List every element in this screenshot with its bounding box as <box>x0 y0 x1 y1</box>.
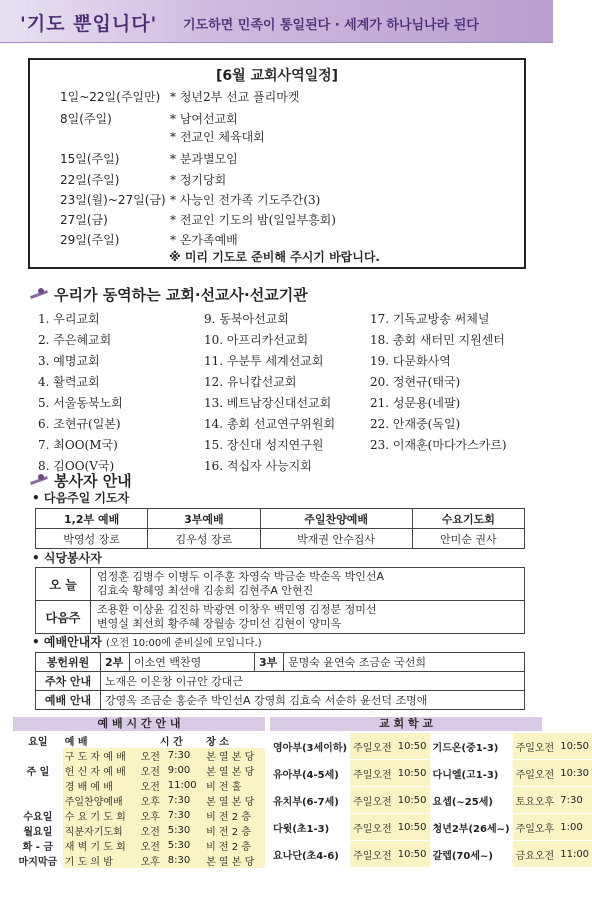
school-day: 주일오후 <box>513 814 558 841</box>
worship-time: 7:30 <box>166 748 204 763</box>
ministry-item: 8. 김OO(V국) <box>38 459 115 473</box>
prayer-name: 안미순 권사 <box>412 529 524 549</box>
school-time: 10:50 <box>557 733 592 760</box>
table-header-row <box>13 733 265 748</box>
school-time: 10:50 <box>395 814 430 841</box>
worship-ampm: 오후 <box>139 853 166 868</box>
school-class: 영아부(3세이하) <box>270 733 350 760</box>
ministry-item: 2. 주은혜교회 <box>38 333 112 347</box>
ministry-item: 9. 동북아선교회 <box>204 312 289 326</box>
ministry-item: 1. 우리교회 <box>38 312 100 326</box>
school-day: 주일오전 <box>350 841 395 868</box>
worship-time: 11:00 <box>166 778 204 793</box>
schedule-date: 1일~22일(주일만) <box>60 90 161 104</box>
table-row <box>270 733 592 760</box>
schedule-event: * 전교인 기도의 밤(일일부흥회) <box>170 213 336 227</box>
school-time: 10:50 <box>395 841 430 868</box>
schedule-event: * 사능인 전가족 기도주간(3) <box>170 193 321 207</box>
worship-day: 마지막금 <box>18 857 58 868</box>
schedule-event: * 전교인 체육대회 <box>170 130 265 144</box>
table-row <box>13 748 265 763</box>
ministry-item: 11. 우분투 세계선교회 <box>204 354 324 368</box>
prayer-table <box>35 508 525 549</box>
ministry-item: 7. 최OO(M국) <box>38 438 118 452</box>
worship-name: 새 벽 기 도 회 <box>63 838 139 853</box>
school-time: 10:50 <box>395 787 430 814</box>
table-row <box>36 601 525 634</box>
cafe-today-names <box>91 568 525 601</box>
ministry-item: 3. 예명교회 <box>38 354 100 368</box>
volunteer-title: 봉사자 안내 <box>54 472 132 490</box>
table-row <box>270 841 592 868</box>
usher-tag: 3부 <box>254 653 283 672</box>
worship-ampm: 오전 <box>139 748 166 763</box>
worship-header: 시 간 <box>159 737 183 748</box>
school-class: 다윗(초1-3) <box>270 814 350 841</box>
schedule-date: 15일(주일) <box>60 152 120 166</box>
schedule-title: [6월 교회사역일정] <box>215 68 339 84</box>
school-class: 유치부(6-7세) <box>270 787 350 814</box>
ministry-item: 12. 유니캅선교회 <box>204 375 297 389</box>
prayer-name: 김우성 장로 <box>148 529 260 549</box>
table-row <box>13 763 265 778</box>
schedule-date: 8일(주일) <box>60 112 112 126</box>
worship-ampm: 오후 <box>139 793 166 808</box>
banner-title: '기도 뿐입니다' <box>20 13 158 35</box>
table-row <box>36 568 525 601</box>
school-day: 금요오전 <box>513 841 558 868</box>
cafe-names-line: 김효숙 황혜영 최선애 김송희 김현주A 안현진 <box>97 584 314 597</box>
worship-name: 기 도 의 밤 <box>63 853 139 868</box>
prayer-header: 1,2부 예배 <box>36 509 148 529</box>
school-title: 교 회 학 교 <box>270 717 542 731</box>
prayer-label: • 다음주일 기도자 <box>32 491 130 505</box>
worship-place: 비 전 2 층 <box>204 823 265 838</box>
school-table <box>270 733 592 868</box>
table-row <box>270 814 592 841</box>
schedule-event: * 남여선교회 <box>170 112 238 126</box>
worship-header: 장 소 <box>206 737 229 748</box>
worship-name: 경 배 예 배 <box>63 778 139 793</box>
usher-row-label: 주차 안내 <box>36 672 101 691</box>
ministry-item: 6. 조현규(일본) <box>38 417 121 431</box>
ministry-item: 14. 총회 선교연구위원회 <box>204 417 336 431</box>
ministry-item: 13. 베트남장신대선교회 <box>204 396 332 410</box>
school-time: 7:30 <box>557 787 592 814</box>
school-time: 10:50 <box>395 733 430 760</box>
worship-time: 9:00 <box>166 763 204 778</box>
dove-icon <box>30 474 50 486</box>
usher-names: 노재은 이은창 이규안 강대근 <box>101 672 525 691</box>
table-row <box>13 808 265 823</box>
table-row <box>13 823 265 838</box>
worship-time: 7:30 <box>166 793 204 808</box>
ministry-item: 5. 서울동북노회 <box>38 396 123 410</box>
worship-place: 본 열 본 당 <box>204 853 265 868</box>
school-class: 갈렙(70세~) <box>430 841 513 868</box>
school-class: 요나단(초4-6) <box>270 841 350 868</box>
worship-place: 비 전 홀 <box>204 778 265 793</box>
ministry-item: 16. 적십자 사능지회 <box>204 459 312 473</box>
school-time: 1:00 <box>557 814 592 841</box>
ministry-item: 4. 활력교회 <box>38 375 100 389</box>
usher-label-text: • 예배안내자 <box>32 635 102 649</box>
cafe-names-line: 변영실 최선희 황주혜 장월송 강미선 김현이 양미옥 <box>97 617 342 630</box>
school-class: 유아부(4-5세) <box>270 760 350 787</box>
school-time: 10:50 <box>395 760 430 787</box>
table-row <box>36 691 525 710</box>
ministry-heading <box>30 284 308 305</box>
ministry-item: 19. 다문화사역 <box>370 354 451 368</box>
usher-names: 강영옥 조금순 홍순주 박인선A 강영희 김효숙 서순하 윤선덕 조명애 <box>101 691 525 710</box>
table-row <box>36 529 525 549</box>
schedule-event: * 정기당회 <box>170 173 227 187</box>
usher-table <box>35 652 525 710</box>
school-class: 다니엘(고1-3) <box>430 760 513 787</box>
ministry-item: 20. 정현규(태국) <box>370 375 461 389</box>
worship-place: 본 열 본 당 <box>204 793 265 808</box>
school-class: 요셉(~25세) <box>430 787 513 814</box>
worship-place: 비 전 2 층 <box>204 838 265 853</box>
worship-ampm: 오전 <box>139 823 166 838</box>
cafe-names-line: 조용환 이상윤 김진하 박광연 이창우 백민영 김정분 정미선 <box>97 603 377 616</box>
schedule-date: 23일(월)~27일(금) <box>60 193 166 207</box>
table-row <box>270 787 592 814</box>
school-class: 청년2부(26세~) <box>430 814 513 841</box>
worship-ampm: 오전 <box>139 763 166 778</box>
cafe-next-names <box>91 601 525 634</box>
volunteer-heading <box>30 470 132 491</box>
worship-ampm: 오후 <box>139 808 166 823</box>
usher-names: 이소연 백찬영 <box>130 653 255 672</box>
school-time: 11:00 <box>557 841 592 868</box>
header-banner <box>0 0 553 43</box>
cafe-next-label: 다음주 <box>36 601 91 634</box>
schedule-note: ※ 미리 기도로 준비해 주시기 바랍니다. <box>169 250 380 264</box>
cafe-names-line: 엄정훈 김병수 이병두 이주훈 차영숙 박금순 박순옥 박인선A <box>97 570 385 583</box>
schedule-date: 29일(주일) <box>60 233 120 247</box>
worship-place: 비 전 2 층 <box>204 808 265 823</box>
school-day: 주일오전 <box>350 814 395 841</box>
table-row <box>36 672 525 691</box>
worship-name: 헌 신 자 예 배 <box>63 763 139 778</box>
prayer-header: 수요기도회 <box>412 509 524 529</box>
school-day: 주일오전 <box>350 787 395 814</box>
worship-day: 수요일 <box>23 812 53 823</box>
schedule-date: 22일(주일) <box>60 173 120 187</box>
school-day: 토요오후 <box>513 787 558 814</box>
usher-tag: 2부 <box>101 653 130 672</box>
prayer-header: 3부예배 <box>148 509 260 529</box>
worship-ampm: 오전 <box>139 778 166 793</box>
worship-header: 요일 <box>28 737 48 748</box>
worship-name: 주일찬양예배 <box>63 793 139 808</box>
cafe-label: • 식당봉사자 <box>32 551 102 565</box>
table-row <box>13 838 265 853</box>
ministry-title: 우리가 동역하는 교회·선교사·선교기관 <box>54 286 308 304</box>
worship-time: 8:30 <box>166 853 204 868</box>
cafe-today-label: 오 늘 <box>36 568 91 601</box>
ministry-item: 17. 기독교방송 써체널 <box>370 312 490 326</box>
ministry-item: 22. 안재중(독일) <box>370 417 461 431</box>
cafe-table <box>35 567 525 634</box>
worship-ampm: 오전 <box>139 838 166 853</box>
worship-day: 주 일 <box>26 767 50 778</box>
prayer-header: 주일찬양예배 <box>260 509 412 529</box>
usher-sub: (오전 10:00에 준비실에 모입니다.) <box>106 638 262 649</box>
worship-name: 구 도 자 예 배 <box>63 748 139 763</box>
usher-label <box>32 633 262 650</box>
worship-place: 본 열 본 당 <box>204 748 265 763</box>
schedule-event: * 분과별모임 <box>170 152 238 166</box>
worship-time: 5:30 <box>166 823 204 838</box>
school-day: 주일오전 <box>350 760 395 787</box>
usher-names: 문명숙 윤연숙 조금순 국선희 <box>283 653 524 672</box>
schedule-event: * 온가족예배 <box>170 233 238 247</box>
worship-times-table <box>13 733 265 868</box>
schedule-box <box>28 58 526 269</box>
table-row <box>13 778 265 793</box>
worship-times-title: 예 배 시 간 안 내 <box>13 717 265 731</box>
school-day: 주일오전 <box>350 733 395 760</box>
usher-row-label: 봉헌위원 <box>36 653 101 672</box>
prayer-name: 박재권 안수집사 <box>260 529 412 549</box>
school-time: 10:30 <box>557 760 592 787</box>
usher-row-label: 예배 안내 <box>36 691 101 710</box>
schedule-event: * 청년2부 선교 플리마켓 <box>170 90 300 104</box>
worship-time: 5:30 <box>166 838 204 853</box>
worship-day: 월요일 <box>23 827 53 838</box>
prayer-name: 박영성 장로 <box>36 529 148 549</box>
ministry-item: 23. 이재훈(마다가스카르) <box>370 438 507 452</box>
worship-header: 예 배 <box>64 737 88 748</box>
worship-name: 수 요 기 도 회 <box>63 808 139 823</box>
school-class: 기드온(중1-3) <box>430 733 513 760</box>
school-day: 주일오전 <box>513 760 558 787</box>
worship-time: 7:30 <box>166 808 204 823</box>
ministry-item: 15. 장신대 성지연구원 <box>204 438 324 452</box>
worship-day: 화 - 금 <box>22 842 54 853</box>
table-row <box>13 793 265 808</box>
worship-day <box>13 748 63 763</box>
table-row <box>36 653 525 672</box>
table-row <box>13 853 265 868</box>
table-header-row <box>36 509 525 529</box>
banner-slogan: 기도하면 민족이 통일된다 · 세계가 하나님나라 된다 <box>183 18 479 33</box>
table-row <box>270 760 592 787</box>
ministry-item: 10. 아프리카선교회 <box>204 333 309 347</box>
school-day: 주일오전 <box>513 733 558 760</box>
worship-name: 직분자기도회 <box>63 823 139 838</box>
worship-day <box>13 793 63 808</box>
ministry-item: 18. 총회 새터민 지원센터 <box>370 333 505 347</box>
dove-icon <box>30 288 50 300</box>
schedule-date: 27일(금) <box>60 213 108 227</box>
worship-day <box>13 778 63 793</box>
worship-place: 본 열 본 당 <box>204 763 265 778</box>
ministry-item: 21. 성문용(네팔) <box>370 396 461 410</box>
